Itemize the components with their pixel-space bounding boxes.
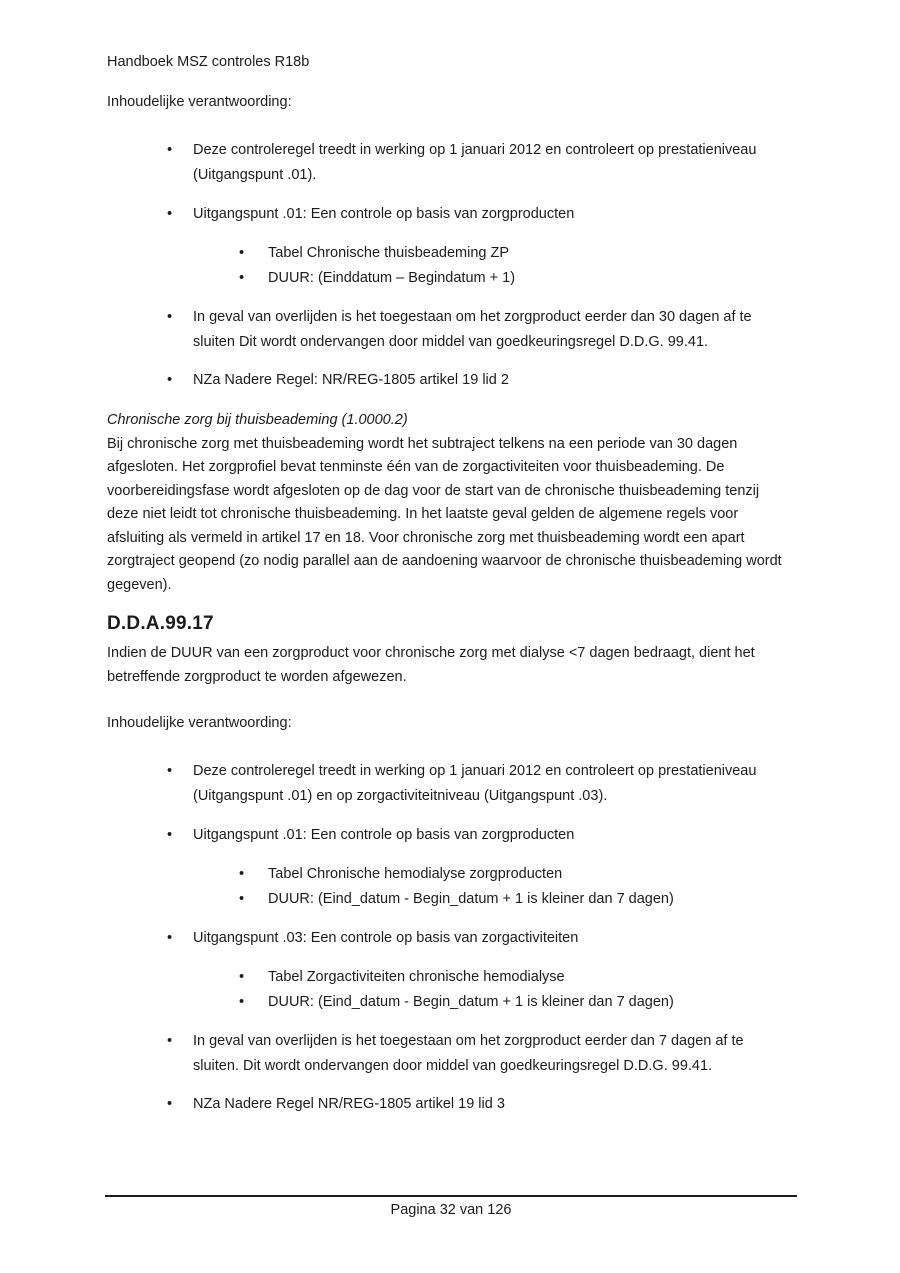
page-number: Pagina 32 van 126	[390, 1202, 512, 1218]
sub-bullet-group	[107, 241, 790, 291]
page-footer	[105, 1195, 797, 1221]
bullet-item: • In geval van overlijden is het toegestaan om het zorgproduct eerder dan 7 dagen af te sluiten. Dit wordt ondervangen door middel van goedkeuringsregel D.D.G. 99.41.	[107, 1029, 790, 1079]
body-paragraph: Indien de DUUR van een zorgproduct voor chronische zorg met dialyse <7 dagen bedraagt, dient het betreffende zorgproduct te worden afgewezen.	[107, 645, 755, 685]
bullet-item: • NZa Nadere Regel NR/REG-1805 artikel 19 lid 3	[107, 1092, 790, 1117]
sub-bullet-group	[107, 862, 790, 912]
bullet-item: • Deze controleregel treedt in werking op 1 januari 2012 en controleert op prestatieniveau (Uitgangspunt .01).	[107, 138, 790, 188]
running-header: Handboek MSZ controles R18b	[107, 54, 310, 70]
sub-bullet-item: • Tabel Chronische hemodialyse zorgproducten	[107, 862, 790, 887]
bullet-item: • NZa Nadere Regel: NR/REG-1805 artikel 19 lid 2	[107, 368, 790, 393]
section-subheading: Chronische zorg bij thuisbeademing (1.0000.2)	[107, 412, 408, 428]
sub-bullet-item: • DUUR: (Eind_datum - Begin_datum + 1 is kleiner dan 7 dagen)	[107, 887, 790, 912]
section-thuisbeademing	[107, 90, 790, 597]
sub-bullet-item: • Tabel Chronische thuisbeademing ZP	[107, 241, 790, 266]
sub-bullet-item: • DUUR: (Eind_datum - Begin_datum + 1 is kleiner dan 7 dagen)	[107, 990, 790, 1015]
intro-label: Inhoudelijke verantwoording:	[107, 94, 292, 110]
section-heading: D.D.A.99.17	[107, 613, 214, 634]
sub-bullet-group	[107, 965, 790, 1015]
sub-bullet-item: • DUUR: (Einddatum – Begindatum + 1)	[107, 266, 790, 291]
sub-bullet-item: • Tabel Zorgactiviteiten chronische hemodialyse	[107, 965, 790, 990]
bullet-item: • In geval van overlijden is het toegestaan om het zorgproduct eerder dan 30 dagen af te sluiten Dit wordt ondervangen door middel van goedkeuringsregel D.D.G. 99.41.	[107, 305, 790, 355]
bullet-item: • Deze controleregel treedt in werking op 1 januari 2012 en controleert op prestatieniveau (Uitgangspunt .01) en op zorgactiviteitniveau (Uitgangspunt .03).	[107, 759, 790, 809]
intro-label: Inhoudelijke verantwoording:	[107, 715, 292, 731]
section-dda-99-17	[107, 611, 790, 1117]
body-paragraph: Bij chronische zorg met thuisbeademing wordt het subtraject telkens na een periode van 30 dagen afgesloten. Het zorgprofiel bevat tenminste één van de zorgactiviteiten voor thuisbeademing. De voorbereidingsfase wordt afgesloten op de dag voor de start van de chronische thuisbeademing tenzij deze niet leidt tot chronische thuisbeademing. In het laatste geval gelden de algemene regels voor afsluiting als vermeld in artikel 17 en 18. Voor chronische zorg met thuisbeademing wordt een apart zorgtraject geopend (zo nodig parallel aan de aandoening waarvoor de chronische thuisbeademing wordt gegeven).	[107, 435, 782, 593]
bullet-item: • Uitgangspunt .01: Een controle op basis van zorgproducten	[107, 823, 790, 848]
bullet-item: • Uitgangspunt .01: Een controle op basis van zorgproducten	[107, 202, 790, 227]
bullet-item: • Uitgangspunt .03: Een controle op basis van zorgactiviteiten	[107, 926, 790, 951]
